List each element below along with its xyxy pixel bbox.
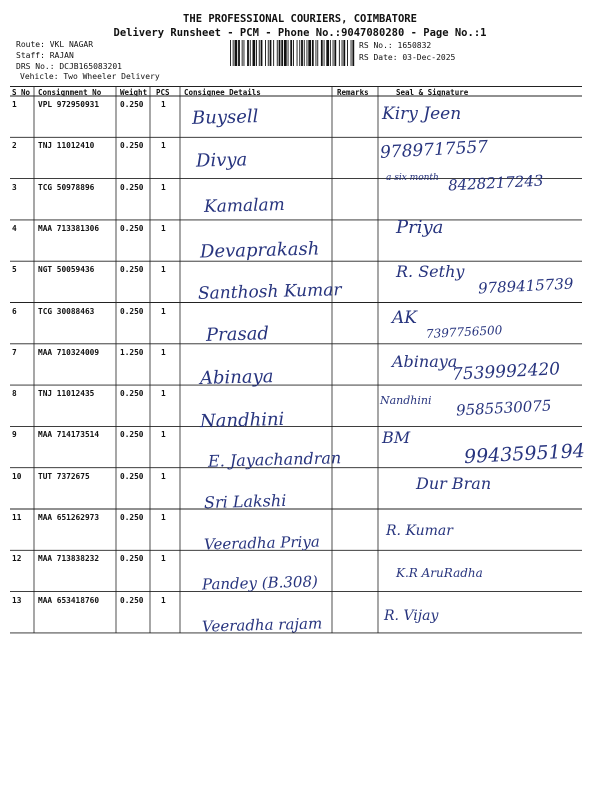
runsheet-subtitle: Delivery Runsheet - PCM - Phone No.:9047080280 - Page No.:1 bbox=[113, 27, 487, 39]
row-serial-number: 1 bbox=[12, 100, 17, 109]
handwritten-phone-number: 9789717557 bbox=[379, 136, 489, 163]
handwritten-signature: Dur Bran bbox=[416, 474, 492, 494]
consignee-handwritten-name: Prasad bbox=[205, 323, 270, 346]
barcode-bar bbox=[339, 40, 340, 66]
barcode-bar bbox=[290, 40, 292, 66]
barcode-bar bbox=[301, 40, 303, 66]
barcode-bar bbox=[256, 40, 257, 66]
handwritten-signature: Kiry Jeen bbox=[382, 103, 462, 124]
row-consignment-number: NGT 50059436 bbox=[38, 265, 95, 275]
barcode-bar bbox=[235, 40, 238, 66]
row-weight: 0.250 bbox=[120, 554, 144, 564]
handwritten-signature: K.R AruRadha bbox=[396, 565, 483, 580]
row-serial-number: 8 bbox=[12, 389, 17, 399]
barcode-bar bbox=[317, 40, 318, 66]
row-pieces: 1 bbox=[161, 223, 166, 233]
barcode-bar bbox=[342, 40, 343, 66]
row-pieces: 1 bbox=[161, 347, 166, 357]
row-serial-number: 9 bbox=[12, 430, 17, 440]
consignee-handwritten-name: Kamalam bbox=[203, 194, 286, 217]
consignee-handwritten-name: E. Jayachandran bbox=[207, 448, 342, 471]
barcode-bar bbox=[308, 40, 311, 66]
consignee-handwritten-name: Abinaya bbox=[199, 366, 274, 389]
handwritten-phone-number: 7539992420 bbox=[451, 358, 561, 385]
row-consignment-number: MAA 651262973 bbox=[38, 513, 100, 522]
barcode-bar bbox=[244, 40, 245, 66]
handwritten-phone-number: 7397756500 bbox=[425, 322, 503, 341]
row-pieces: 1 bbox=[161, 389, 166, 399]
row-serial-number: 2 bbox=[12, 141, 17, 151]
barcode bbox=[230, 40, 355, 66]
row-consignment-number: TNJ 11012410 bbox=[38, 141, 95, 151]
handwritten-signature: Nandhini bbox=[380, 394, 432, 408]
row-weight: 0.250 bbox=[120, 513, 144, 522]
row-pieces: 1 bbox=[161, 595, 166, 605]
row-serial-number: 4 bbox=[12, 223, 17, 233]
barcode-bar bbox=[253, 40, 256, 66]
barcode-bar bbox=[288, 40, 289, 66]
company-title: THE PROFESSIONAL COURIERS, COIMBATORE bbox=[183, 13, 417, 25]
header-seal-signature: Seal & Signature bbox=[396, 88, 469, 97]
staff-label: Staff: RAJAN bbox=[16, 51, 74, 60]
row-weight: 0.250 bbox=[120, 182, 144, 192]
barcode-bar bbox=[233, 40, 234, 66]
consignee-handwritten-name: Nandhini bbox=[199, 408, 285, 433]
row-consignment-number: MAA 713838232 bbox=[38, 554, 100, 564]
header-pcs: PCS bbox=[156, 88, 170, 97]
barcode-bar bbox=[321, 40, 323, 66]
handwritten-signature: AK bbox=[392, 307, 417, 328]
barcode-bar bbox=[304, 40, 305, 66]
vehicle-label: Vehicle: Two Wheeler Delivery bbox=[20, 72, 160, 81]
header-weight: Weight bbox=[120, 88, 148, 97]
header-consignment: Consignment No bbox=[38, 88, 102, 97]
row-consignment-number: MAA 714173514 bbox=[38, 430, 100, 440]
handwritten-signature: R. Sethy bbox=[396, 262, 465, 282]
barcode-bar bbox=[333, 40, 334, 66]
row-pieces: 1 bbox=[161, 100, 166, 109]
row-consignment-number: TCG 50978896 bbox=[38, 182, 95, 192]
row-weight: 0.250 bbox=[120, 223, 144, 233]
consignee-handwritten-name: Veeradha Priya bbox=[203, 531, 320, 554]
barcode-bar bbox=[261, 40, 263, 66]
handwritten-signature: a six month bbox=[386, 172, 439, 183]
row-weight: 0.250 bbox=[120, 595, 144, 605]
row-consignment-number: MAA 653418760 bbox=[38, 595, 100, 605]
consignee-handwritten-name: Veeradha rajam bbox=[201, 613, 323, 636]
row-pieces: 1 bbox=[161, 430, 166, 440]
handwritten-phone-number: 8428217243 bbox=[447, 171, 544, 195]
barcode-bar bbox=[347, 40, 348, 66]
row-serial-number: 13 bbox=[12, 595, 22, 605]
row-pieces: 1 bbox=[161, 265, 166, 275]
row-serial-number: 11 bbox=[12, 513, 22, 522]
barcode-bar bbox=[284, 40, 287, 66]
row-serial-number: 3 bbox=[12, 182, 17, 192]
handwritten-signature: Priya bbox=[396, 217, 444, 239]
drs-number: DRS No.: DCJB165083201 bbox=[16, 62, 122, 71]
handwritten-signature: R. Vijay bbox=[384, 607, 439, 624]
header-sno: S No bbox=[12, 88, 31, 97]
handwritten-signature: BM bbox=[382, 428, 411, 448]
barcode-bar bbox=[265, 40, 266, 66]
barcode-bar bbox=[307, 40, 308, 66]
row-serial-number: 6 bbox=[12, 306, 17, 316]
barcode-bar bbox=[326, 40, 329, 66]
barcode-bar bbox=[273, 40, 274, 66]
barcode-bar bbox=[297, 40, 298, 66]
barcode-bar bbox=[343, 40, 345, 66]
barcode-bar bbox=[268, 40, 269, 66]
handwritten-phone-number: 9789415739 bbox=[477, 274, 574, 298]
consignee-handwritten-name: Divya bbox=[195, 149, 248, 172]
consignee-handwritten-name: Santhosh Kumar bbox=[197, 279, 342, 304]
row-serial-number: 7 bbox=[12, 347, 17, 357]
row-weight: 0.250 bbox=[120, 471, 144, 481]
handwritten-phone-number: 9585530075 bbox=[455, 396, 552, 420]
consignee-handwritten-name: Pandey (B.308) bbox=[201, 571, 319, 594]
row-pieces: 1 bbox=[161, 306, 166, 316]
row-consignment-number: VPL 972950931 bbox=[38, 100, 100, 109]
barcode-bar bbox=[238, 40, 240, 66]
header-consignee: Consignee Details bbox=[184, 88, 261, 97]
row-serial-number: 10 bbox=[12, 471, 22, 481]
barcode-bar bbox=[351, 40, 352, 66]
barcode-bar bbox=[279, 40, 281, 66]
row-serial-number: 12 bbox=[12, 554, 22, 564]
barcode-bar bbox=[270, 40, 272, 66]
row-weight: 0.250 bbox=[120, 389, 144, 399]
row-weight: 0.250 bbox=[120, 430, 144, 440]
header-remarks: Remarks bbox=[337, 88, 369, 97]
barcode-bar bbox=[293, 40, 294, 66]
barcode-bar bbox=[242, 40, 243, 66]
row-pieces: 1 bbox=[161, 141, 166, 151]
barcode-bar bbox=[250, 40, 251, 66]
row-weight: 0.250 bbox=[120, 100, 144, 109]
barcode-bar bbox=[277, 40, 278, 66]
barcode-bar bbox=[324, 40, 325, 66]
consignee-handwritten-name: Buysell bbox=[191, 106, 259, 129]
route-label: Route: VKL NAGAR bbox=[16, 40, 94, 49]
handwritten-signature: Abinaya bbox=[392, 352, 458, 372]
row-consignment-number: MAA 713381306 bbox=[38, 223, 100, 233]
row-consignment-number: TCG 30088463 bbox=[38, 306, 95, 316]
row-weight: 0.250 bbox=[120, 265, 144, 275]
barcode-bar bbox=[259, 40, 260, 66]
runsheet-table bbox=[10, 86, 586, 642]
barcode-bar bbox=[352, 40, 354, 66]
barcode-bar bbox=[316, 40, 317, 66]
row-pieces: 1 bbox=[161, 554, 166, 564]
rs-date: RS Date: 03-Dec-2025 bbox=[359, 53, 456, 62]
row-pieces: 1 bbox=[161, 182, 166, 192]
barcode-bar bbox=[334, 40, 336, 66]
row-consignment-number: TNJ 11012435 bbox=[38, 389, 95, 399]
row-weight: 0.250 bbox=[120, 141, 144, 151]
barcode-bar bbox=[299, 40, 300, 66]
barcode-bar bbox=[230, 40, 231, 66]
handwritten-signature: R. Kumar bbox=[386, 522, 453, 539]
row-consignment-number: MAA 710324009 bbox=[38, 347, 100, 357]
handwritten-phone-number: 9943595194 bbox=[463, 439, 586, 468]
rs-number: RS No.: 1650832 bbox=[359, 41, 432, 50]
barcode-bar bbox=[281, 40, 283, 66]
row-pieces: 1 bbox=[161, 471, 166, 481]
barcode-bar bbox=[330, 40, 331, 66]
barcode-bar bbox=[312, 40, 314, 66]
row-weight: 0.250 bbox=[120, 306, 144, 316]
row-weight: 1.250 bbox=[120, 347, 144, 357]
row-serial-number: 5 bbox=[12, 265, 17, 275]
row-consignment-number: TUT 7372675 bbox=[38, 471, 90, 481]
barcode-bar bbox=[247, 40, 249, 66]
consignee-handwritten-name: Devaprakash bbox=[199, 238, 320, 263]
row-pieces: 1 bbox=[161, 513, 166, 522]
consignee-handwritten-name: Sri Lakshi bbox=[203, 490, 287, 513]
